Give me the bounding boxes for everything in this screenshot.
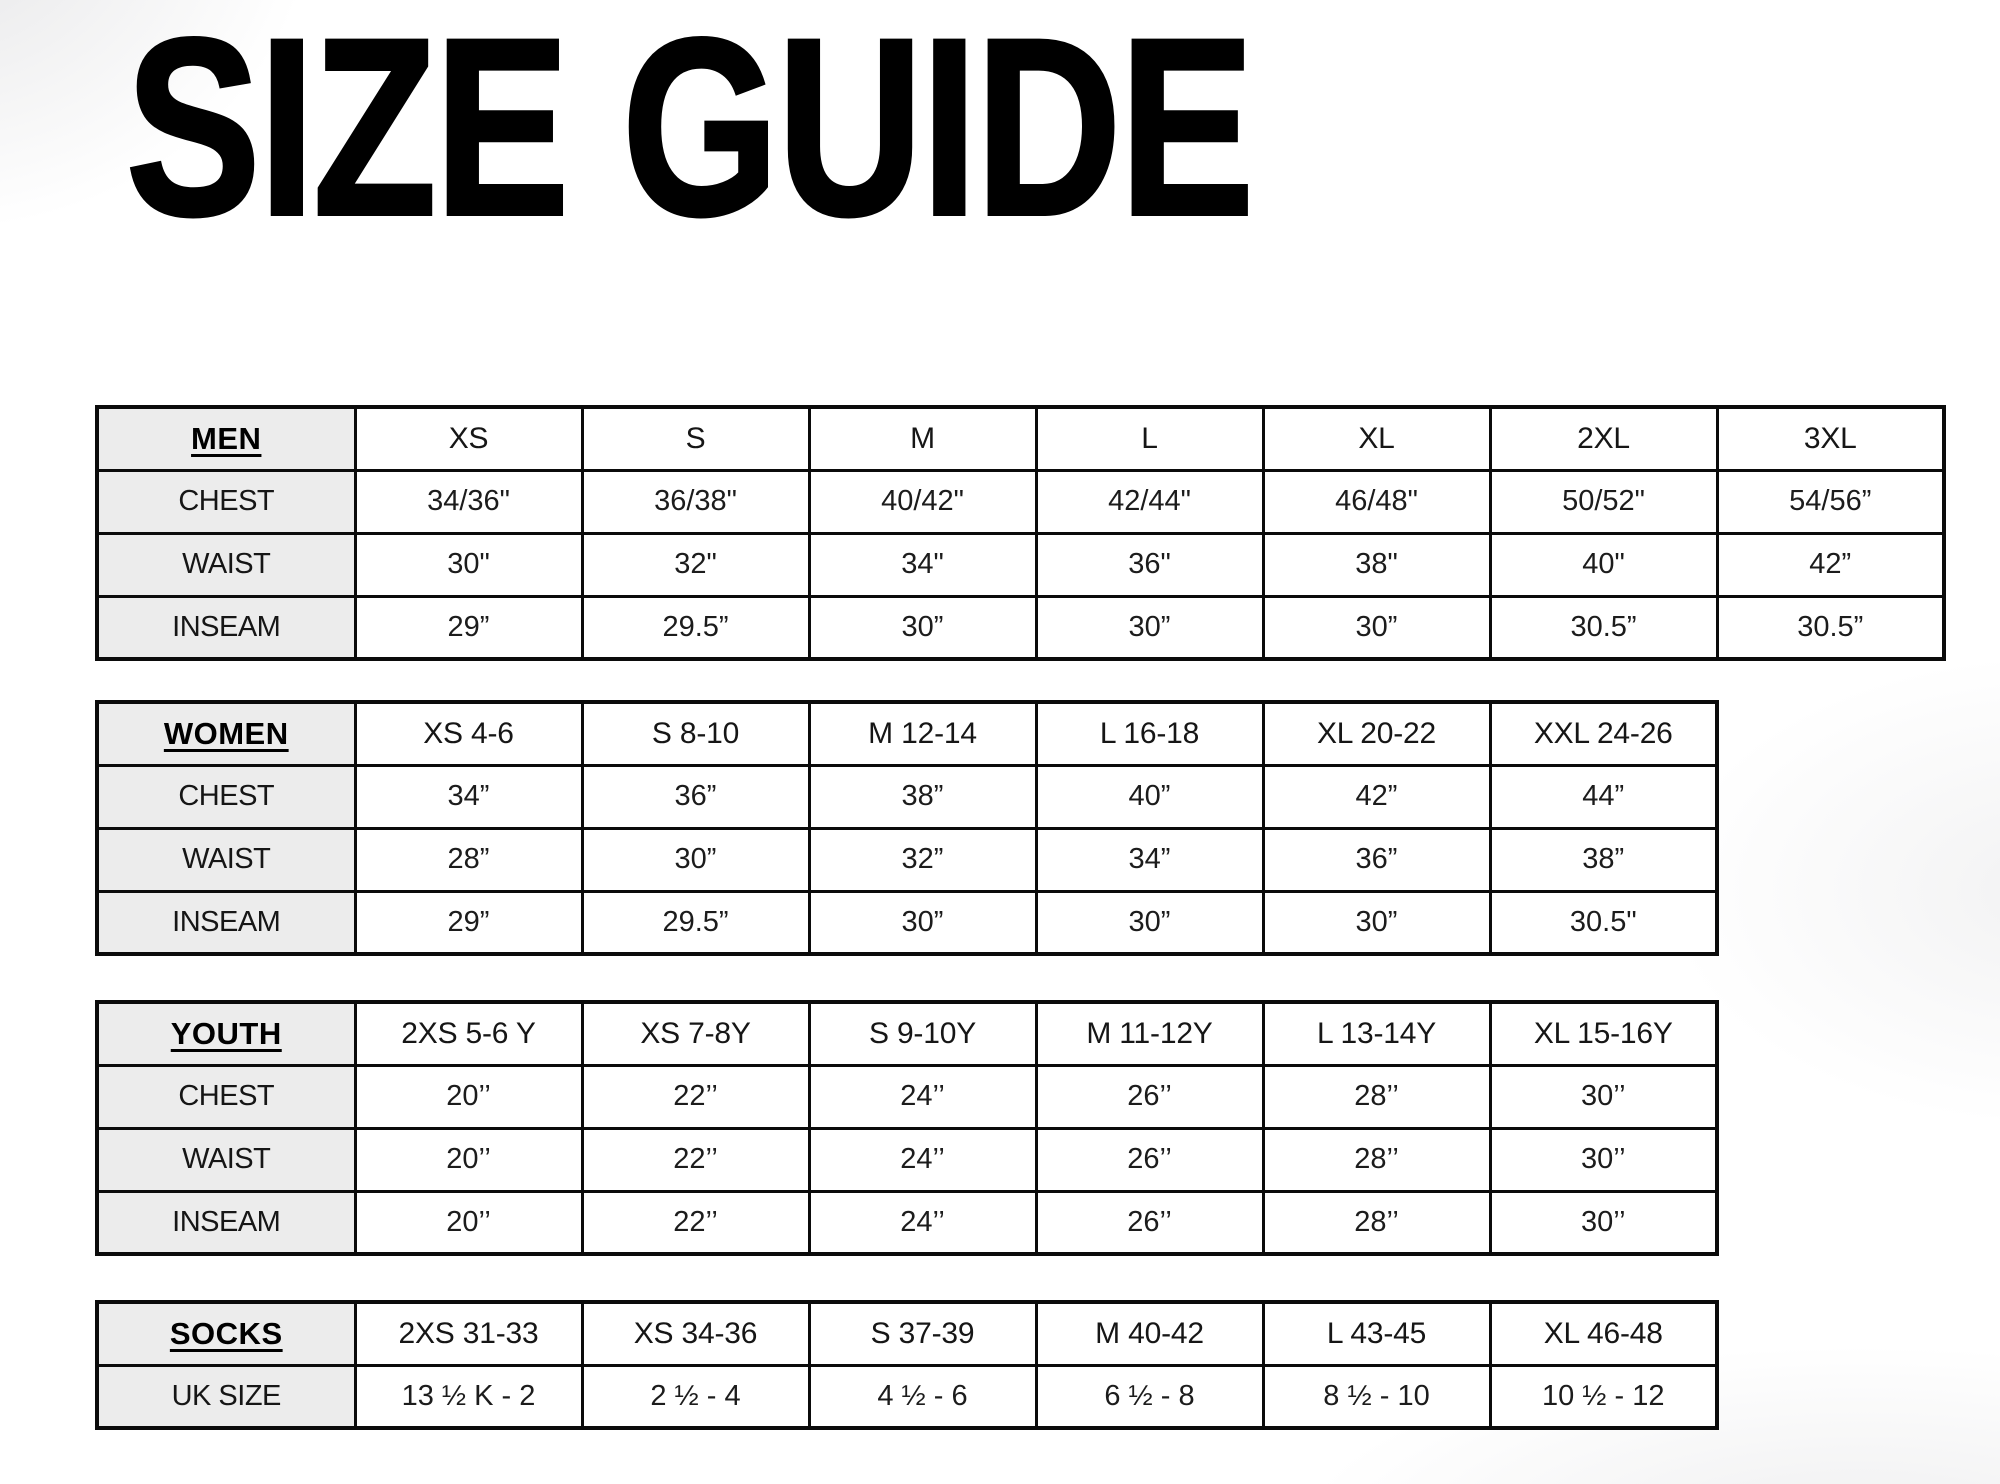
value-cell: 50/52" <box>1490 470 1717 533</box>
size-header-cell: XS 4-6 <box>355 702 582 765</box>
table-row <box>97 891 1717 954</box>
table-row <box>97 407 1944 470</box>
size-header-cell: 2XS 31-33 <box>355 1302 582 1365</box>
value-cell: 30” <box>582 828 809 891</box>
row-label-cell: UK SIZE <box>97 1365 355 1428</box>
value-cell: 2 ½ - 4 <box>582 1365 809 1428</box>
value-cell: 26’’ <box>1036 1191 1263 1254</box>
row-label-cell: INSEAM <box>97 1191 355 1254</box>
table-row <box>97 702 1717 765</box>
value-cell: 4 ½ - 6 <box>809 1365 1036 1428</box>
size-header-cell: XXL 24-26 <box>1490 702 1717 765</box>
value-cell: 24’’ <box>809 1128 1036 1191</box>
table-row <box>97 1065 1717 1128</box>
size-header-cell: 2XS 5-6 Y <box>355 1002 582 1065</box>
table-row <box>97 1191 1717 1254</box>
size-header-cell: XL 15-16Y <box>1490 1002 1717 1065</box>
table-row <box>97 1002 1717 1065</box>
socks-table <box>95 1300 1719 1430</box>
value-cell: 24’’ <box>809 1065 1036 1128</box>
value-cell: 32” <box>809 828 1036 891</box>
value-cell: 22’’ <box>582 1128 809 1191</box>
table-row <box>97 596 1944 659</box>
value-cell: 13 ½ K - 2 <box>355 1365 582 1428</box>
value-cell: 28’’ <box>1263 1128 1490 1191</box>
value-cell: 36/38" <box>582 470 809 533</box>
value-cell: 10 ½ - 12 <box>1490 1365 1717 1428</box>
value-cell: 30” <box>809 596 1036 659</box>
size-header-cell: XL <box>1263 407 1490 470</box>
value-cell: 36" <box>1036 533 1263 596</box>
size-header-cell: S 37-39 <box>809 1302 1036 1365</box>
table-row <box>97 1302 1717 1365</box>
section-label-women: WOMEN <box>97 702 355 765</box>
size-header-cell: M 40-42 <box>1036 1302 1263 1365</box>
row-label-cell: INSEAM <box>97 891 355 954</box>
value-cell: 29” <box>355 596 582 659</box>
men-table <box>95 405 1946 661</box>
value-cell: 32" <box>582 533 809 596</box>
value-cell: 30” <box>1036 596 1263 659</box>
value-cell: 28’’ <box>1263 1191 1490 1254</box>
size-header-cell: XS 7-8Y <box>582 1002 809 1065</box>
row-label-cell: CHEST <box>97 1065 355 1128</box>
value-cell: 30” <box>1036 891 1263 954</box>
value-cell: 34" <box>809 533 1036 596</box>
value-cell: 20’’ <box>355 1191 582 1254</box>
youth-table <box>95 1000 1719 1256</box>
table-row <box>97 765 1717 828</box>
row-label-cell: CHEST <box>97 470 355 533</box>
table-row <box>97 1128 1717 1191</box>
value-cell: 34” <box>1036 828 1263 891</box>
row-label-cell: WAIST <box>97 828 355 891</box>
value-cell: 30’’ <box>1490 1191 1717 1254</box>
row-label-cell: INSEAM <box>97 596 355 659</box>
value-cell: 30’’ <box>1490 1128 1717 1191</box>
size-header-cell: 2XL <box>1490 407 1717 470</box>
value-cell: 30’’ <box>1490 1065 1717 1128</box>
page-title: SIZE GUIDE <box>126 0 1253 268</box>
value-cell: 40” <box>1036 765 1263 828</box>
value-cell: 42” <box>1717 533 1944 596</box>
size-header-cell: M <box>809 407 1036 470</box>
value-cell: 42/44" <box>1036 470 1263 533</box>
value-cell: 26’’ <box>1036 1128 1263 1191</box>
women-table <box>95 700 1719 956</box>
value-cell: 22’’ <box>582 1191 809 1254</box>
size-header-cell: S <box>582 407 809 470</box>
row-label-cell: WAIST <box>97 1128 355 1191</box>
size-header-cell: XL 46-48 <box>1490 1302 1717 1365</box>
value-cell: 8 ½ - 10 <box>1263 1365 1490 1428</box>
value-cell: 38” <box>1490 828 1717 891</box>
size-header-cell: XS <box>355 407 582 470</box>
size-header-cell: XS 34-36 <box>582 1302 809 1365</box>
row-label-cell: CHEST <box>97 765 355 828</box>
value-cell: 20’’ <box>355 1128 582 1191</box>
table-row <box>97 470 1944 533</box>
row-label-cell: WAIST <box>97 533 355 596</box>
value-cell: 6 ½ - 8 <box>1036 1365 1263 1428</box>
value-cell: 29.5” <box>582 891 809 954</box>
value-cell: 26’’ <box>1036 1065 1263 1128</box>
value-cell: 28” <box>355 828 582 891</box>
size-header-cell: M 12-14 <box>809 702 1036 765</box>
table-row <box>97 828 1717 891</box>
value-cell: 22’’ <box>582 1065 809 1128</box>
section-label-youth: YOUTH <box>97 1002 355 1065</box>
table-row <box>97 533 1944 596</box>
section-label-men: MEN <box>97 407 355 470</box>
size-header-cell: M 11-12Y <box>1036 1002 1263 1065</box>
value-cell: 54/56” <box>1717 470 1944 533</box>
section-label-socks: SOCKS <box>97 1302 355 1365</box>
value-cell: 30” <box>1263 596 1490 659</box>
value-cell: 40" <box>1490 533 1717 596</box>
value-cell: 30.5” <box>1717 596 1944 659</box>
value-cell: 42” <box>1263 765 1490 828</box>
value-cell: 30.5" <box>1490 891 1717 954</box>
value-cell: 36” <box>1263 828 1490 891</box>
value-cell: 34” <box>355 765 582 828</box>
size-header-cell: XL 20-22 <box>1263 702 1490 765</box>
value-cell: 38” <box>809 765 1036 828</box>
value-cell: 20’’ <box>355 1065 582 1128</box>
size-header-cell: L <box>1036 407 1263 470</box>
value-cell: 34/36" <box>355 470 582 533</box>
value-cell: 46/48" <box>1263 470 1490 533</box>
value-cell: 24’’ <box>809 1191 1036 1254</box>
value-cell: 30" <box>355 533 582 596</box>
table-row <box>97 1365 1717 1428</box>
value-cell: 29” <box>355 891 582 954</box>
value-cell: 40/42" <box>809 470 1036 533</box>
size-header-cell: S 9-10Y <box>809 1002 1036 1065</box>
value-cell: 44” <box>1490 765 1717 828</box>
value-cell: 36” <box>582 765 809 828</box>
value-cell: 30.5” <box>1490 596 1717 659</box>
value-cell: 38" <box>1263 533 1490 596</box>
size-header-cell: L 16-18 <box>1036 702 1263 765</box>
size-header-cell: S 8-10 <box>582 702 809 765</box>
value-cell: 28’’ <box>1263 1065 1490 1128</box>
size-header-cell: L 13-14Y <box>1263 1002 1490 1065</box>
value-cell: 30” <box>809 891 1036 954</box>
value-cell: 30” <box>1263 891 1490 954</box>
size-header-cell: L 43-45 <box>1263 1302 1490 1365</box>
value-cell: 29.5” <box>582 596 809 659</box>
size-header-cell: 3XL <box>1717 407 1944 470</box>
